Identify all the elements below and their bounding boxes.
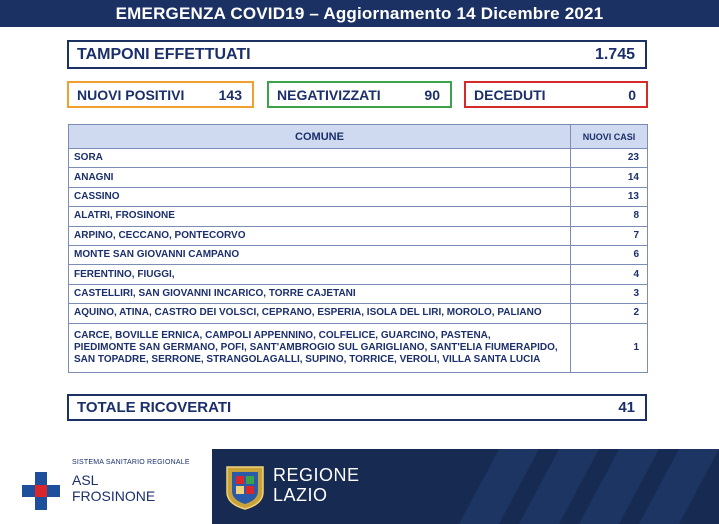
table-cell-casi: 4 <box>571 265 648 284</box>
comune-line: CARCE, BOVILLE ERNICA, CAMPOLI APPENNINO, COLFELICE, GUARCINO, PASTENA, <box>74 329 491 341</box>
ricoverati-value: 41 <box>618 399 635 416</box>
table-row <box>69 245 648 264</box>
table-cell-casi: 6 <box>571 245 648 264</box>
positivi-value: 143 <box>218 86 242 103</box>
deceduti-value: 0 <box>628 86 636 103</box>
table-cell-casi: 3 <box>571 284 648 303</box>
table-cell-comune: ANAGNI <box>69 168 571 187</box>
table-cell-comune <box>69 323 571 372</box>
table-cell-casi: 2 <box>571 304 648 323</box>
table-row <box>69 149 648 168</box>
negativizzati-label: NEGATIVIZZATI <box>277 86 381 103</box>
regione-lazio-emblem-icon <box>224 464 266 510</box>
table-cell-casi: 1 <box>571 323 648 372</box>
asl-name-line2: FROSINONE <box>72 488 156 504</box>
comune-line: SAN TOPADRE, SERRONE, STRANGOLAGALLI, SUPINO, TORRICE, VEROLI, VILLA SANTA LUCIA <box>74 353 541 365</box>
negativizzati-value: 90 <box>424 86 440 103</box>
table-cell-comune: AQUINO, ATINA, CASTRO DEI VOLSCI, CEPRANO, ESPERIA, ISOLA DEL LIRI, MOROLO, PALIANO <box>69 304 571 323</box>
table-cell-comune: FERENTINO, FIUGGI, <box>69 265 571 284</box>
table-header-row <box>69 125 648 149</box>
page-title: EMERGENZA COVID19 – Aggiornamento 14 Dicembre 2021 <box>0 0 719 27</box>
column-header-comune: COMUNE <box>69 125 571 149</box>
table-cell-casi: 14 <box>571 168 648 187</box>
table-row <box>69 323 648 372</box>
decorative-stripes <box>459 449 719 524</box>
table-row <box>69 207 648 226</box>
positivi-label: NUOVI POSITIVI <box>77 86 185 103</box>
asl-name <box>72 472 155 504</box>
deceduti-label: DECEDUTI <box>474 86 546 103</box>
table-cell-comune: ARPINO, CECCANO, PONTECORVO <box>69 226 571 245</box>
table-cell-comune: MONTE SAN GIOVANNI CAMPANO <box>69 245 571 264</box>
comuni-table <box>68 124 648 373</box>
tamponi-box <box>67 40 647 69</box>
table-row <box>69 284 648 303</box>
regione-line1: REGIONE <box>273 465 360 485</box>
table-cell-casi: 7 <box>571 226 648 245</box>
ricoverati-label: TOTALE RICOVERATI <box>77 399 232 416</box>
table-row <box>69 226 648 245</box>
column-header-nuovi-casi: NUOVI CASI <box>571 125 648 149</box>
ricoverati-box <box>67 394 647 421</box>
positivi-box <box>67 81 254 108</box>
table-cell-comune: CASTELLIRI, SAN GIOVANNI INCARICO, TORRE CAJETANI <box>69 284 571 303</box>
table-cell-casi: 23 <box>571 149 648 168</box>
negativizzati-box <box>267 81 452 108</box>
asl-subtitle: SISTEMA SANITARIO REGIONALE <box>72 459 190 466</box>
tamponi-label: TAMPONI EFFETTUATI <box>77 45 251 63</box>
comune-line: PIEDIMONTE SAN GERMANO, POFI, SANT'AMBROGIO SUL GARIGLIANO, SANT'ELIA FIUMERAPIDO, <box>74 341 558 353</box>
table-cell-casi: 8 <box>571 207 648 226</box>
table-cell-casi: 13 <box>571 187 648 206</box>
table-cell-comune: CASSINO <box>69 187 571 206</box>
table-row <box>69 187 648 206</box>
asl-cross-icon <box>22 472 60 510</box>
table-row <box>69 265 648 284</box>
deceduti-box <box>464 81 648 108</box>
table-row <box>69 304 648 323</box>
table-cell-comune: SORA <box>69 149 571 168</box>
regione-lazio-label <box>273 465 360 505</box>
table-row <box>69 168 648 187</box>
table-cell-comune: ALATRI, FROSINONE <box>69 207 571 226</box>
regione-line2: LAZIO <box>273 485 328 505</box>
tamponi-value: 1.745 <box>594 45 635 63</box>
asl-name-line1: ASL <box>72 472 99 488</box>
